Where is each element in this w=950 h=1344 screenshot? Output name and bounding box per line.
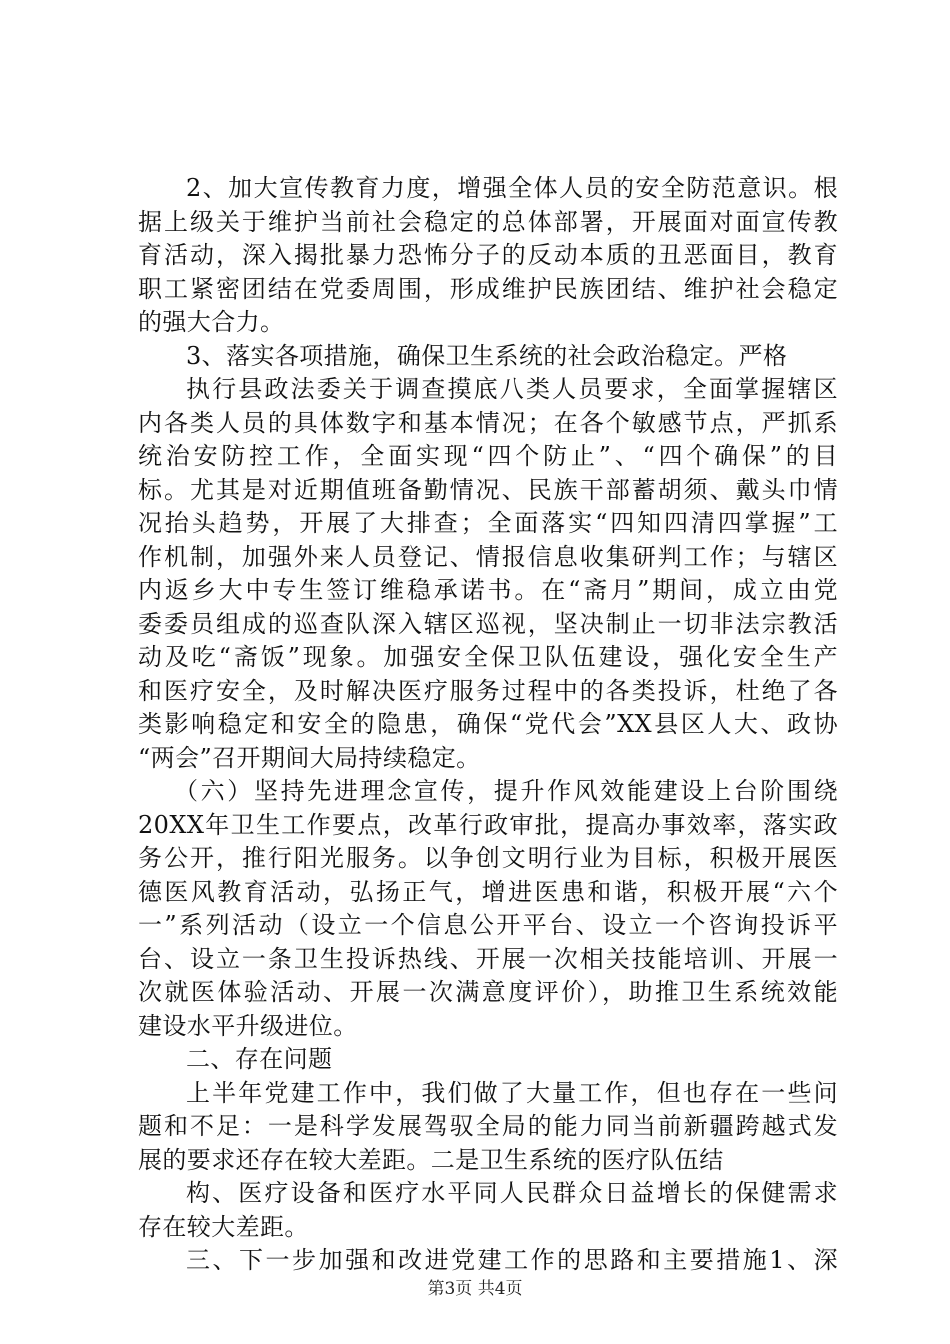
- paragraph-line: 一”系列活动（设立一个信息公开平台、设立一个咨询投诉平: [138, 911, 838, 939]
- paragraph-line: 上半年党建工作中，我们做了大量工作，但也存在一些问: [186, 1078, 838, 1107]
- paragraph-line: 职工紧密团结在党委周围，形成维护民族团结、维护社会稳定: [138, 274, 838, 303]
- section-heading: 三、下一步加强和改进党建工作的思路和主要措施1、深: [186, 1246, 838, 1274]
- section-heading: 二、存在问题: [186, 1045, 333, 1073]
- paragraph-line: 台、设立一条卫生投诉热线、开展一次相关技能培训、开展一: [138, 944, 838, 973]
- paragraph-line: “两会”召开期间大局持续稳定。: [138, 743, 481, 772]
- paragraph-line: 的强大合力。: [138, 308, 285, 336]
- paragraph-line: 建设水平升级进位。: [138, 1011, 358, 1040]
- paragraph-line: 内各类人员的具体数字和基本情况；在各个敏感节点，严抓系: [138, 408, 838, 437]
- paragraph-line: 作机制，加强外来人员登记、情报信息收集研判工作；与辖区: [138, 542, 838, 571]
- paragraph-line: 20XX年卫生工作要点，改革行政审批，提高办事效率，落实政: [138, 810, 838, 839]
- paragraph-line: 委委员组成的巡查队深入辖区巡视，坚决制止一切非法宗教活: [138, 609, 838, 638]
- paragraph-line: 统治安防控工作，全面实现“四个防止”、“四个确保”的目: [138, 442, 838, 470]
- paragraph-line: 标。尤其是对近期值班备勤情况、民族干部蓄胡须、戴头巾情: [138, 475, 838, 504]
- paragraph-line: 据上级关于维护当前社会稳定的总体部署，开展面对面宣传教: [138, 207, 838, 236]
- paragraph-line: 次就医体验活动、开展一次满意度评价），助推卫生系统效能: [138, 978, 838, 1006]
- paragraph-line: 德医风教育活动，弘扬正气，增进医患和谐，积极开展“六个: [138, 877, 838, 906]
- paragraph-line: 2、加大宣传教育力度，增强全体人员的安全防范意识。根: [186, 174, 838, 202]
- paragraph-line: 3、落实各项措施，确保卫生系统的社会政治稳定。严格: [186, 341, 788, 370]
- paragraph-line: 构、医疗设备和医疗水平同人民群众日益增长的保健需求: [186, 1179, 838, 1207]
- document-body: [138, 172, 838, 1278]
- paragraph-line: 动及吃“斋饭”现象。加强安全保卫队伍建设，强化安全生产: [138, 643, 838, 671]
- paragraph-line: 育活动，深入揭批暴力恐怖分子的反动本质的丑恶面目，教育: [138, 241, 838, 269]
- page-number-footer: 第3页 共4页: [427, 1279, 523, 1299]
- paragraph-line: （六）坚持先进理念宣传，提升作风效能建设上台阶围绕: [174, 777, 838, 805]
- paragraph-line: 和医疗安全，及时解决医疗服务过程中的各类投诉，杜绝了各: [138, 676, 838, 705]
- paragraph-line: 存在较大差距。: [138, 1212, 309, 1241]
- paragraph-line: 类影响稳定和安全的隐患，确保“党代会”XX县区人大、政协: [138, 710, 838, 738]
- paragraph-line: 执行县政法委关于调查摸底八类人员要求，全面掌握辖区: [186, 375, 838, 403]
- paragraph-line: 展的要求还存在较大差距。二是卫生系统的医疗队伍结: [138, 1145, 724, 1174]
- paragraph-line: 题和不足：一是科学发展驾驭全局的能力同当前新疆跨越式发: [138, 1112, 838, 1140]
- paragraph-line: 况抬头趋势，开展了大排查；全面落实“四知四清四掌握”工: [138, 509, 838, 537]
- paragraph-line: 内返乡大中专生签订维稳承诺书。在“斋月”期间，成立由党: [138, 576, 838, 604]
- paragraph-line: 务公开，推行阳光服务。以争创文明行业为目标，积极开展医: [138, 844, 838, 872]
